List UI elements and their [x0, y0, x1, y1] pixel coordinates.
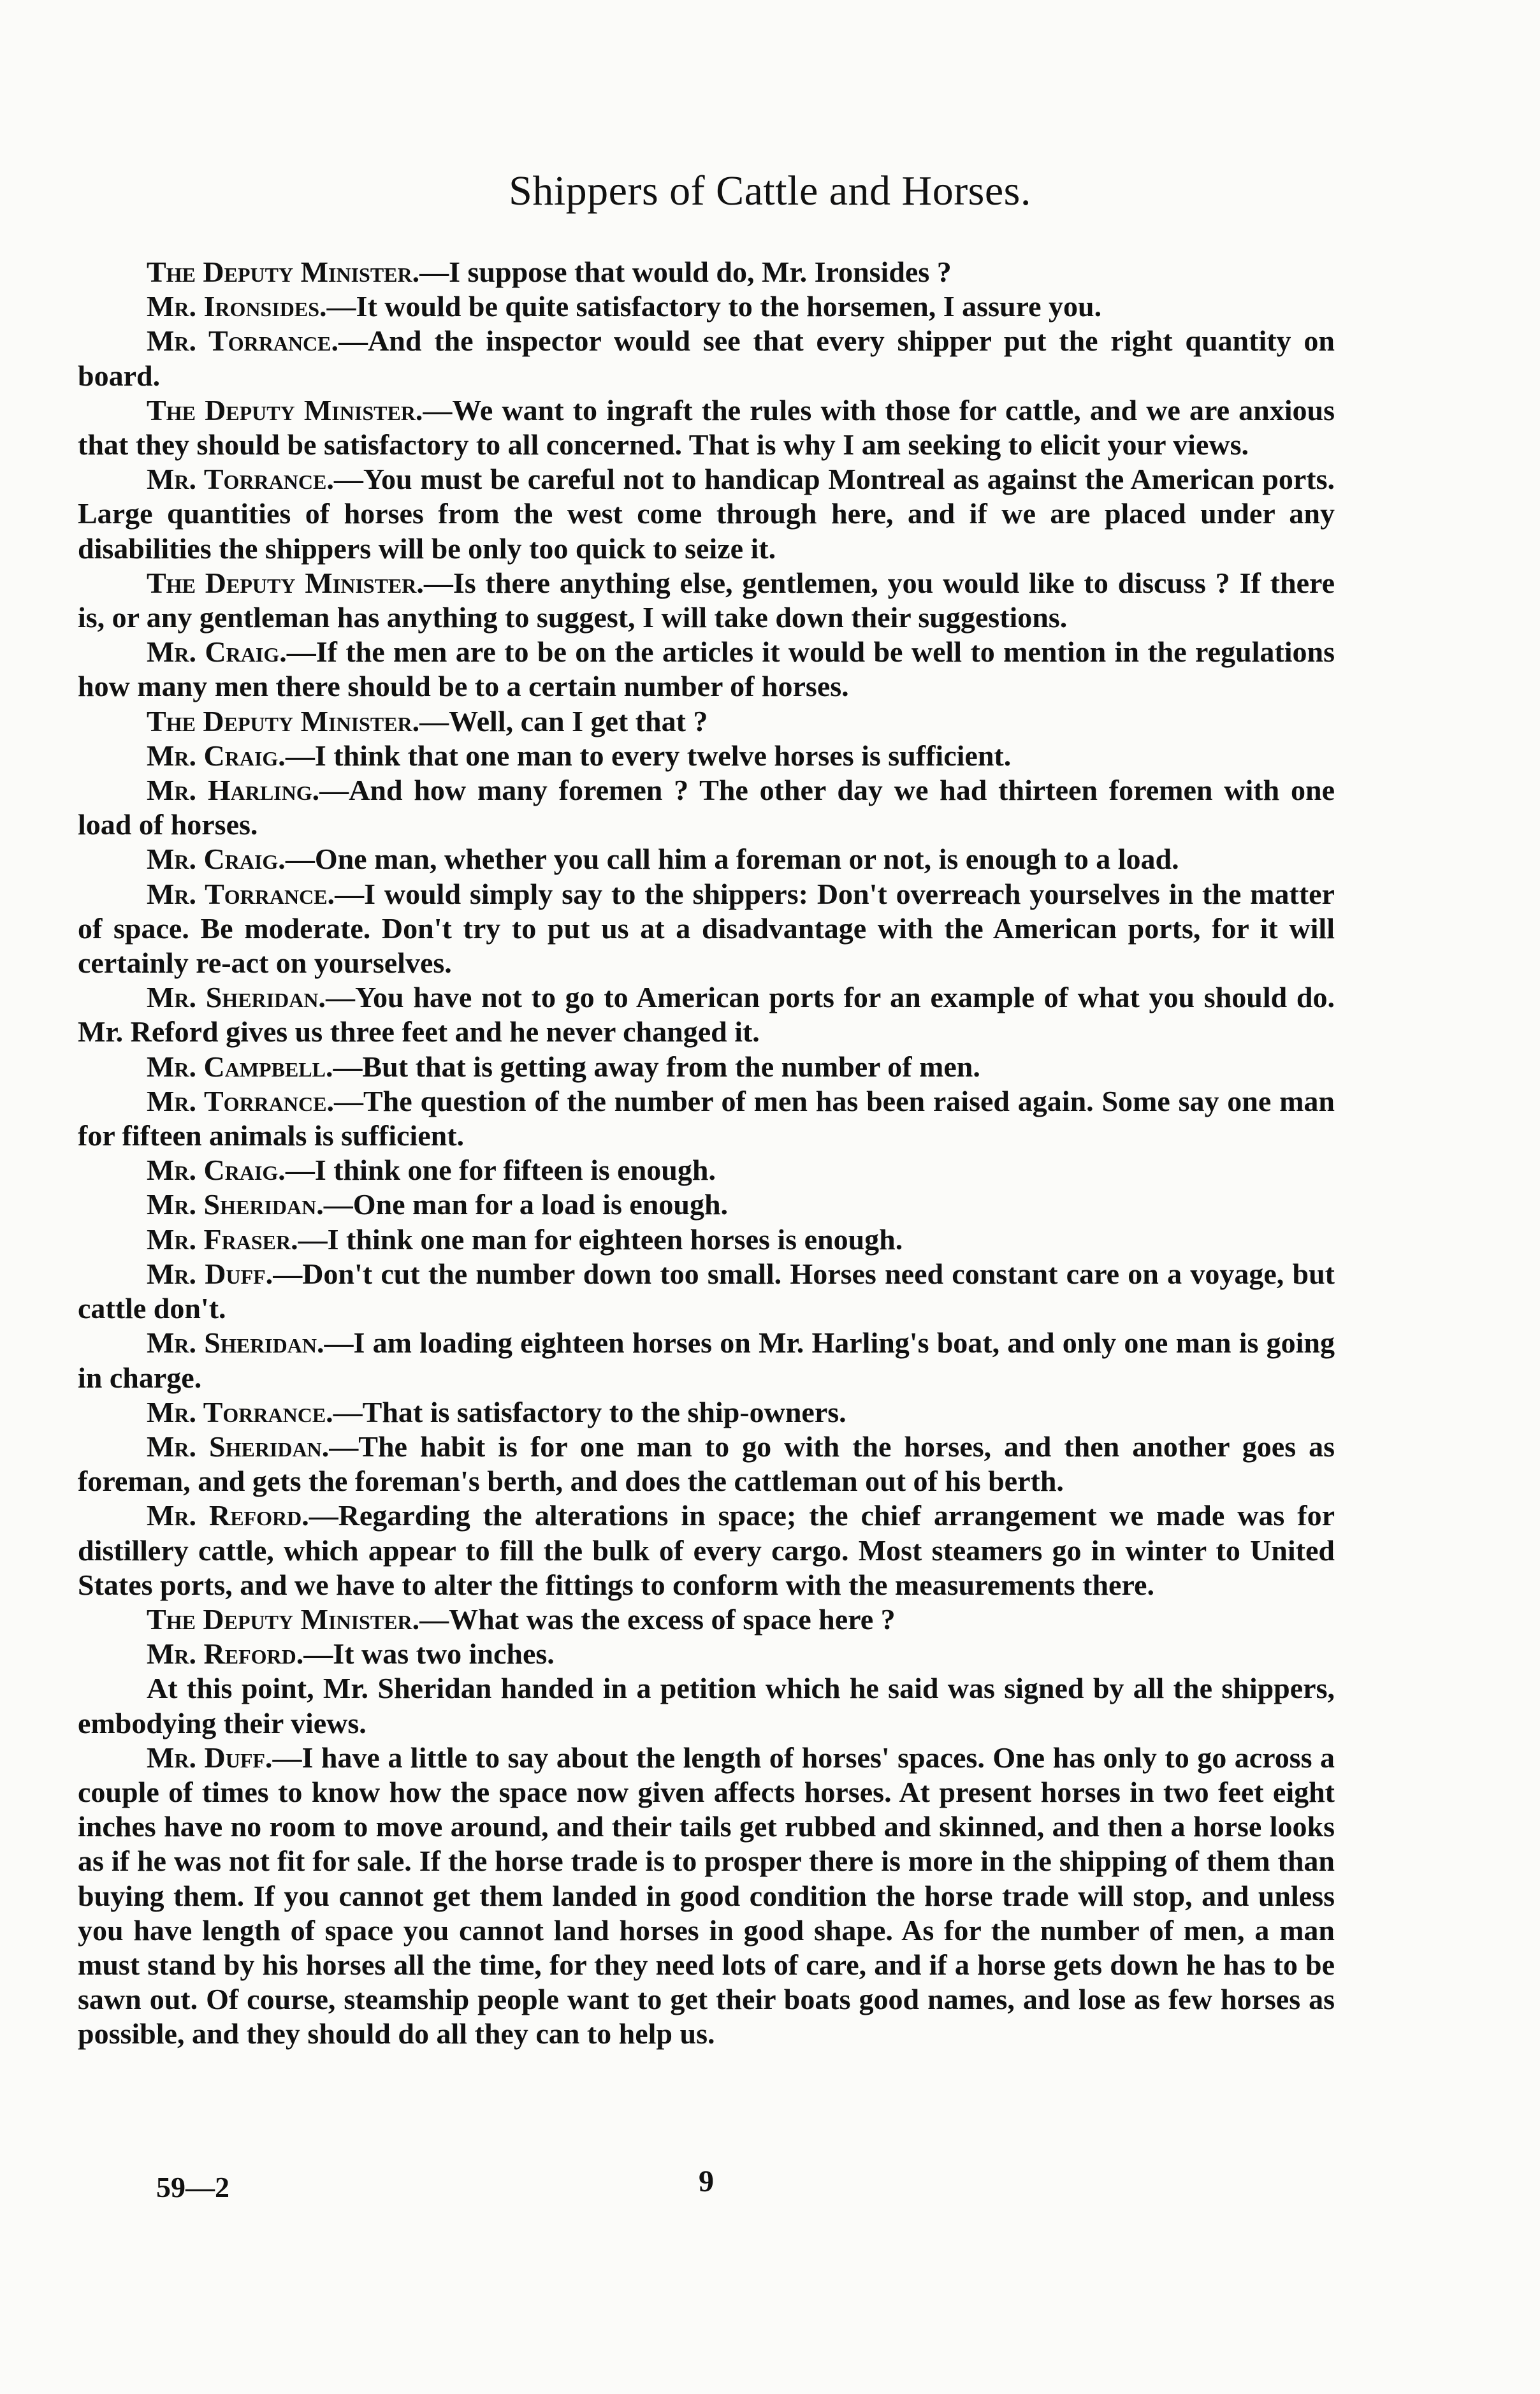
- speech-text: —I think that one man to every twelve horses is sufficient.: [285, 739, 1012, 772]
- speaker-name: Mr. Ironsides.: [147, 290, 327, 323]
- speech-text: —I think one for fifteen is enough.: [285, 1154, 716, 1187]
- speaker-name: Mr. Torrance.: [147, 463, 334, 496]
- speech-text: —That is satisfactory to the ship-owners.: [333, 1395, 846, 1428]
- paragraph: [78, 393, 1335, 462]
- speech-text: —We want to ingraft the rules with those for cattle, and we are anxious that they should be satisfactory to all concerned. That is why I am seeking to elicit your views.: [78, 393, 1335, 461]
- speaker-name: The Deputy Minister.: [147, 1602, 420, 1636]
- speaker-name: Mr. Torrance.: [147, 1084, 334, 1117]
- speaker-name: Mr. Craig.: [147, 843, 286, 876]
- speech-text: —I suppose that would do, Mr. Ironsides ?: [419, 256, 952, 288]
- speaker-name: The Deputy Minister.: [147, 704, 420, 737]
- paragraph: [78, 1050, 1335, 1084]
- paragraph: [78, 842, 1335, 876]
- speaker-name: Mr. Harling.: [147, 774, 320, 807]
- speech-text: —What was the excess of space here ?: [419, 1602, 896, 1636]
- paragraph: [78, 1430, 1335, 1498]
- paragraph: [78, 1187, 1335, 1222]
- speaker-name: Mr. Torrance.: [147, 324, 339, 358]
- speaker-name: Mr. Sheridan.: [147, 981, 326, 1014]
- paragraph: [78, 566, 1335, 635]
- speaker-name: Mr. Craig.: [147, 739, 286, 772]
- speaker-name: The Deputy Minister.: [147, 393, 423, 426]
- paragraph: [78, 773, 1335, 842]
- speech-text: —And how many foremen ? The other day we had thirteen foremen with one load of horses.: [78, 774, 1335, 841]
- page-title: Shippers of Cattle and Horses.: [509, 168, 1031, 214]
- speech-text: —The habit is for one man to go with the horses, and then another goes as foreman, and gets the foreman's berth, and does the cattleman out of his berth.: [78, 1430, 1335, 1498]
- speaker-name: Mr. Craig.: [147, 635, 287, 669]
- paragraph: [78, 289, 1335, 324]
- speaker-name: Mr. Sheridan.: [147, 1430, 330, 1463]
- paragraph: [78, 1498, 1335, 1602]
- speech-text: —You must be careful not to handicap Montreal as against the American ports. Large quantities of horses from the west come through here, and if we are placed under any disabilities the shippers will be only too quick to seize it.: [78, 463, 1335, 565]
- speech-text: —Well, can I get that ?: [419, 704, 708, 737]
- paragraph: [78, 1671, 1335, 1740]
- speaker-name: Mr. Fraser.: [147, 1222, 298, 1256]
- speech-text: —Regarding the alterations in space; the chief arrangement we made was for distillery cattle, which appear to fill the bulk of every cargo. Most steamers go in winter to United States ports, and we have to alter the fittings to conform with the measurements there.: [78, 1499, 1335, 1601]
- printer-signature: 59—2: [156, 2171, 229, 2203]
- paragraph: [78, 877, 1335, 981]
- paragraph: [78, 1153, 1335, 1187]
- speaker-name: The Deputy Minister.: [147, 256, 420, 288]
- speech-text: —Is there anything else, gentlemen, you would like to discuss ? If there is, or any gentleman has anything to suggest, I will take down their suggestions.: [78, 566, 1335, 634]
- speech-text: —It would be quite satisfactory to the horsemen, I assure you.: [326, 290, 1102, 323]
- paragraph: [78, 1222, 1335, 1257]
- speaker-name: Mr. Reford.: [147, 1637, 304, 1671]
- paragraph: [78, 324, 1335, 393]
- speech-text: —If the men are to be on the articles it would be well to mention in the regulations how many men there should be to a certain number of horses.: [78, 635, 1335, 703]
- speaker-name: Mr. Sheridan.: [147, 1326, 324, 1360]
- speaker-name: Mr. Campbell.: [147, 1050, 333, 1083]
- speech-text: —I have a little to say about the length of horses' spaces. One has only to go across a couple of times to know how the space now given affects horses. At present horses in two feet eight inches have no room to move around, and their tails get rubbed and skinned, and then a horse looks as if he was not fit for sale. If the horse trade is to prosper there is more in the shipping of them than buying them. If you cannot get them landed in good condition the horse trade will stop, and unless you have length of space you cannot land horses in good shape. As for the number of men, a man must stand by his horses all the time, for they need lots of care, and if a horse gets down he has to be sawn out. Of course, steamship people want to get their boats good names, and lose as few horses as possible, and they should do all they can to help us.: [78, 1741, 1335, 2050]
- speech-text: —One man, whether you call him a foreman or not, is enough to a load.: [285, 843, 1179, 876]
- paragraph: [78, 1257, 1335, 1326]
- speech-text: At this point, Mr. Sheridan handed in a petition which he said was signed by all the shippers, embodying their views.: [78, 1672, 1335, 1739]
- paragraph: [78, 980, 1335, 1049]
- paragraph: [78, 1326, 1335, 1395]
- speech-text: —I am loading eighteen horses on Mr. Harling's boat, and only one man is going in charge.: [78, 1326, 1335, 1394]
- speaker-name: Mr. Duff.: [147, 1741, 273, 1774]
- speaker-name: Mr. Craig.: [147, 1154, 286, 1187]
- speaker-name: Mr. Torrance.: [147, 1395, 333, 1428]
- paragraph: [78, 1084, 1335, 1153]
- speech-text: —It was two inches.: [303, 1637, 555, 1671]
- paragraph: [78, 635, 1335, 704]
- speech-text: —And the inspector would see that every shipper put the right quantity on board.: [78, 324, 1335, 392]
- paragraph: [78, 1602, 1335, 1637]
- page-number: 9: [699, 2165, 714, 2198]
- paragraph: [78, 1741, 1335, 2052]
- paragraph: [78, 462, 1335, 566]
- speech-text: —The question of the number of men has been raised again. Some say one man for fifteen animals is sufficient.: [78, 1084, 1335, 1152]
- paragraph: [78, 704, 1335, 739]
- speaker-name: The Deputy Minister.: [147, 566, 424, 599]
- speaker-name: Mr. Reford.: [147, 1499, 309, 1532]
- speech-text: —But that is getting away from the number of men.: [333, 1050, 980, 1083]
- speaker-name: Mr. Sheridan.: [147, 1188, 324, 1221]
- paragraph: [78, 739, 1335, 773]
- paragraph: [78, 255, 1335, 289]
- paragraph: [78, 1395, 1335, 1430]
- speech-text: —One man for a load is enough.: [323, 1188, 729, 1221]
- document-body: [78, 255, 1335, 2052]
- speech-text: —I would simply say to the shippers: Don't overreach yourselves in the matter of space. Be moderate. Don't try to put us at a disadvantage with the American ports, for it will certainly re-act on yourselves.: [78, 877, 1335, 980]
- speaker-name: Mr. Torrance.: [147, 877, 335, 910]
- speaker-name: Mr. Duff.: [147, 1257, 273, 1290]
- speech-text: —I think one man for eighteen horses is enough.: [298, 1222, 903, 1256]
- paragraph: [78, 1637, 1335, 1671]
- speech-text: —You have not to go to American ports for an example of what you should do. Mr. Reford gives us three feet and he never changed it.: [78, 981, 1335, 1048]
- speech-text: —Don't cut the number down too small. Horses need constant care on a voyage, but cattle don't.: [78, 1257, 1335, 1325]
